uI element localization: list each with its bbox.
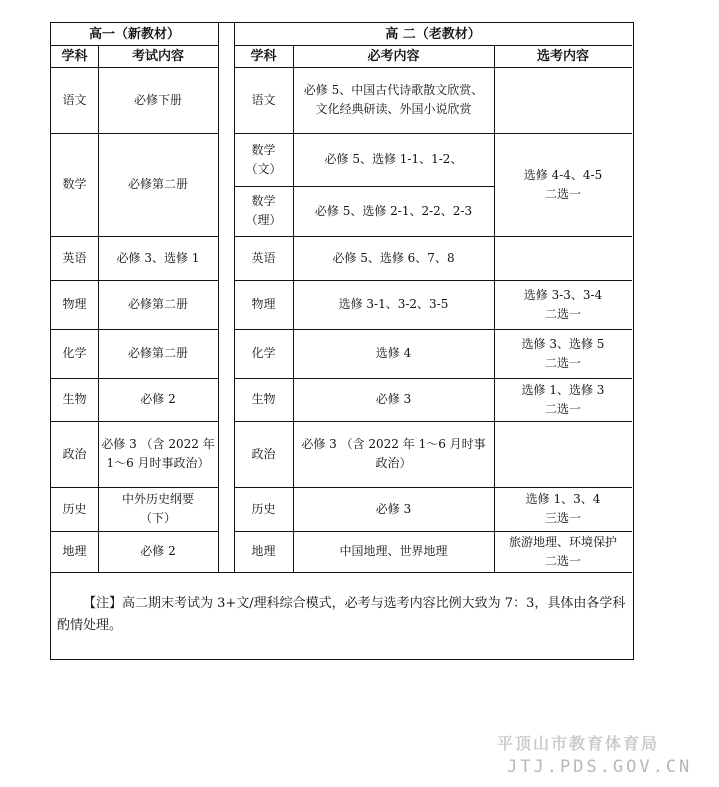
elective-content-cell: 选修 1、3、4 三选一 (525, 492, 601, 525)
required-content-cell: 必修 5、中国古代诗歌散文欣赏、文化经典研读、外国小说欣赏 (303, 83, 484, 116)
required-content-cell: 选修 3-1、3-2、3-5 (338, 297, 449, 311)
subject-cell: 数学（文） (245, 142, 282, 176)
subject-cell: 历史 (62, 501, 87, 516)
old-textbook-header: 高 二（老教材） (385, 26, 481, 42)
subject-column-header-2: 学科 (250, 48, 277, 64)
subject-cell: 历史 (251, 501, 276, 516)
required-content-cell: 选修 4 (375, 346, 412, 360)
elective-content-cell (494, 236, 632, 280)
elective-content-cell: 选修 1、选修 3 二选一 (521, 382, 605, 416)
exam-content-cell: 必修 2 (140, 544, 176, 558)
grid-line (51, 572, 632, 573)
subject-cell: 物理 (62, 297, 87, 311)
exam-content-cell: 必修 3 （含 2022 年 1～6 月时事政治） (101, 437, 215, 470)
exam-content-cell: 必修第二册 (127, 346, 188, 360)
exam-content-cell: 必修 2 (140, 392, 176, 406)
exam-content-cell: 必修 3、选修 1 (116, 250, 200, 265)
subject-cell: 政治 (62, 446, 87, 461)
elective-content-cell (494, 67, 632, 133)
elective-content-cell: 选修 3、选修 5 二选一 (521, 336, 605, 370)
exam-content-column-header: 考试内容 (131, 48, 184, 64)
subject-cell: 数学（理） (245, 194, 282, 227)
elective-content-column-header: 选考内容 (536, 48, 589, 64)
subject-cell: 化学 (62, 346, 87, 360)
subject-cell: 化学 (251, 346, 276, 360)
required-content-cell: 必修 5、选修 6、7、8 (332, 250, 455, 265)
required-content-cell: 必修 3 (375, 392, 412, 406)
elective-content-cell: 选修 3-3、3-4 二选一 (523, 287, 603, 321)
subject-cell: 地理 (251, 544, 276, 558)
exam-content-cell: 中外历史纲要（下） (121, 492, 194, 525)
subject-cell: 数学 (62, 177, 87, 191)
subject-cell: 政治 (251, 446, 276, 461)
footnote: 【注】高二期末考试为 3+文/理科综合模式，必考与选考内容比例大致为 7：3，具体由各学科酌情处理。 (57, 596, 626, 633)
subject-cell: 生物 (251, 392, 276, 406)
subject-cell: 生物 (62, 392, 87, 406)
elective-content-cell: 旅游地理、环境保护 二选一 (508, 534, 617, 568)
required-content-cell: 必修 3 （含 2022 年 1～6 月时事政治） (301, 437, 486, 470)
watermark-org: 平顶山市教育体育局 (497, 734, 660, 753)
elective-content-cell (494, 421, 632, 487)
subject-column-header: 学科 (61, 48, 88, 64)
new-textbook-header: 高一（新教材） (88, 26, 180, 42)
required-content-cell: 中国地理、世界地理 (339, 544, 448, 558)
watermark-url: JTJ.PDS.GOV.CN (507, 757, 693, 777)
exam-content-cell: 必修第二册 (127, 297, 188, 311)
required-content-column-header: 必考内容 (367, 48, 420, 64)
grid-line (218, 23, 219, 572)
required-content-cell: 必修 5、选修 1-1、1-2、 (324, 152, 463, 166)
required-content-cell: 必修 3 (375, 501, 412, 516)
exam-content-cell: 必修下册 (133, 92, 182, 107)
subject-cell: 语文 (251, 92, 276, 107)
exam-scope-table (50, 22, 634, 660)
exam-content-cell: 必修第二册 (127, 177, 188, 191)
subject-cell: 物理 (251, 297, 276, 311)
required-content-cell: 必修 5、选修 2-1、2-2、2-3 (314, 203, 473, 218)
subject-cell: 英语 (251, 250, 276, 265)
subject-cell: 地理 (62, 544, 87, 558)
subject-cell: 英语 (62, 250, 87, 265)
subject-cell: 语文 (62, 92, 87, 107)
elective-content-cell: 选修 4-4、4-5 二选一 (523, 167, 603, 201)
